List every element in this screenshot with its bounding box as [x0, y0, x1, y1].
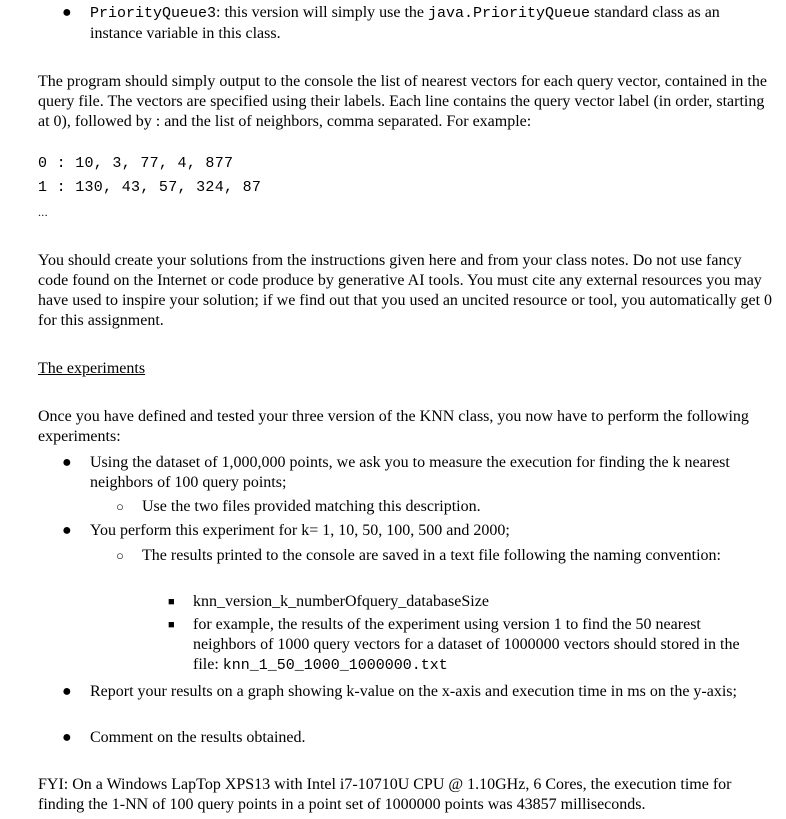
square-bullet: ■	[168, 619, 175, 631]
bullet-dot: ●	[62, 522, 72, 539]
naming-example	[193, 615, 763, 676]
item-text: standard class as an instance variable in this class.	[90, 4, 720, 42]
bullet-dot: ●	[62, 683, 72, 700]
bullet-dataset: Using the dataset of 1,000,000 points, we ask you to measure the execution for finding the k nearest neighbors of 100 query points;	[90, 454, 730, 491]
example-filename-code: knn_1_50_1000_1000000.txt	[222, 657, 448, 674]
sub-bullet-naming: The results printed to the console are saved in a text file following the naming convention:	[142, 547, 721, 564]
section-heading: The experiments	[38, 360, 146, 377]
bullet-dot: ●	[62, 4, 72, 21]
java-class-code: java.PriorityQueue	[428, 5, 591, 22]
item-text: : this version will simply use the	[216, 4, 429, 21]
sub-bullet-circle: ○	[116, 548, 124, 563]
bullet-dot: ●	[62, 454, 72, 471]
bullet-graph: Report your results on a graph showing k-value on the x-axis and execution time in ms on the y-axis;	[90, 683, 737, 700]
code-line-0: 0 : 10, 3, 77, 4, 877	[38, 155, 234, 172]
bullet-k-values: You perform this experiment for k= 1, 10, 50, 100, 500 and 2000;	[90, 522, 510, 539]
naming-convention: knn_version_k_numberOfquery_databaseSize	[193, 593, 489, 610]
sub-bullet-files: Use the two files provided matching this description.	[142, 498, 481, 515]
fyi-paragraph: FYI: On a Windows LapTop XPS13 with Intel i7-10710U CPU @ 1.10GHz, 6 Cores, the execution time for finding the 1-NN of 100 query points in a point set of 1000000 points was 43857 milliseconds.	[38, 776, 732, 813]
example-text: for example, the results of the experiment using version 1 to find the 50 nearest neighbors of 1000 query vectors for a dataset of 1000000 vectors should stored in the file:	[193, 616, 740, 673]
square-bullet: ■	[168, 596, 175, 608]
instructions-paragraph: You should create your solutions from the instructions given here and from your class notes. Do not use fancy code found on the Internet or code produce by generative AI tools. You must cite any external resources you may have used to inspire your solution; if we find out that you used an uncited resource or tool, you automatically get 0 for this assignment.	[38, 252, 773, 329]
bullet-dot: ●	[62, 729, 72, 746]
bullet-comment: Comment on the results obtained.	[90, 729, 306, 746]
sub-bullet-circle: ○	[116, 499, 124, 514]
ellipsis: ...	[38, 205, 48, 219]
output-paragraph: The program should simply output to the console the list of nearest vectors for each query vector, contained in the query file. The vectors are specified using their labels. Each line contains the query vector label (in order, starting at 0), followed by : and the list of neighbors, comma separated. For example:	[38, 73, 767, 130]
class-name-code: PriorityQueue3	[90, 5, 217, 22]
code-line-1: 1 : 130, 43, 57, 324, 87	[38, 179, 262, 196]
priorityqueue3-item	[90, 3, 770, 44]
experiments-paragraph: Once you have defined and tested your three version of the KNN class, you now have to perform the following experiments:	[38, 408, 749, 445]
